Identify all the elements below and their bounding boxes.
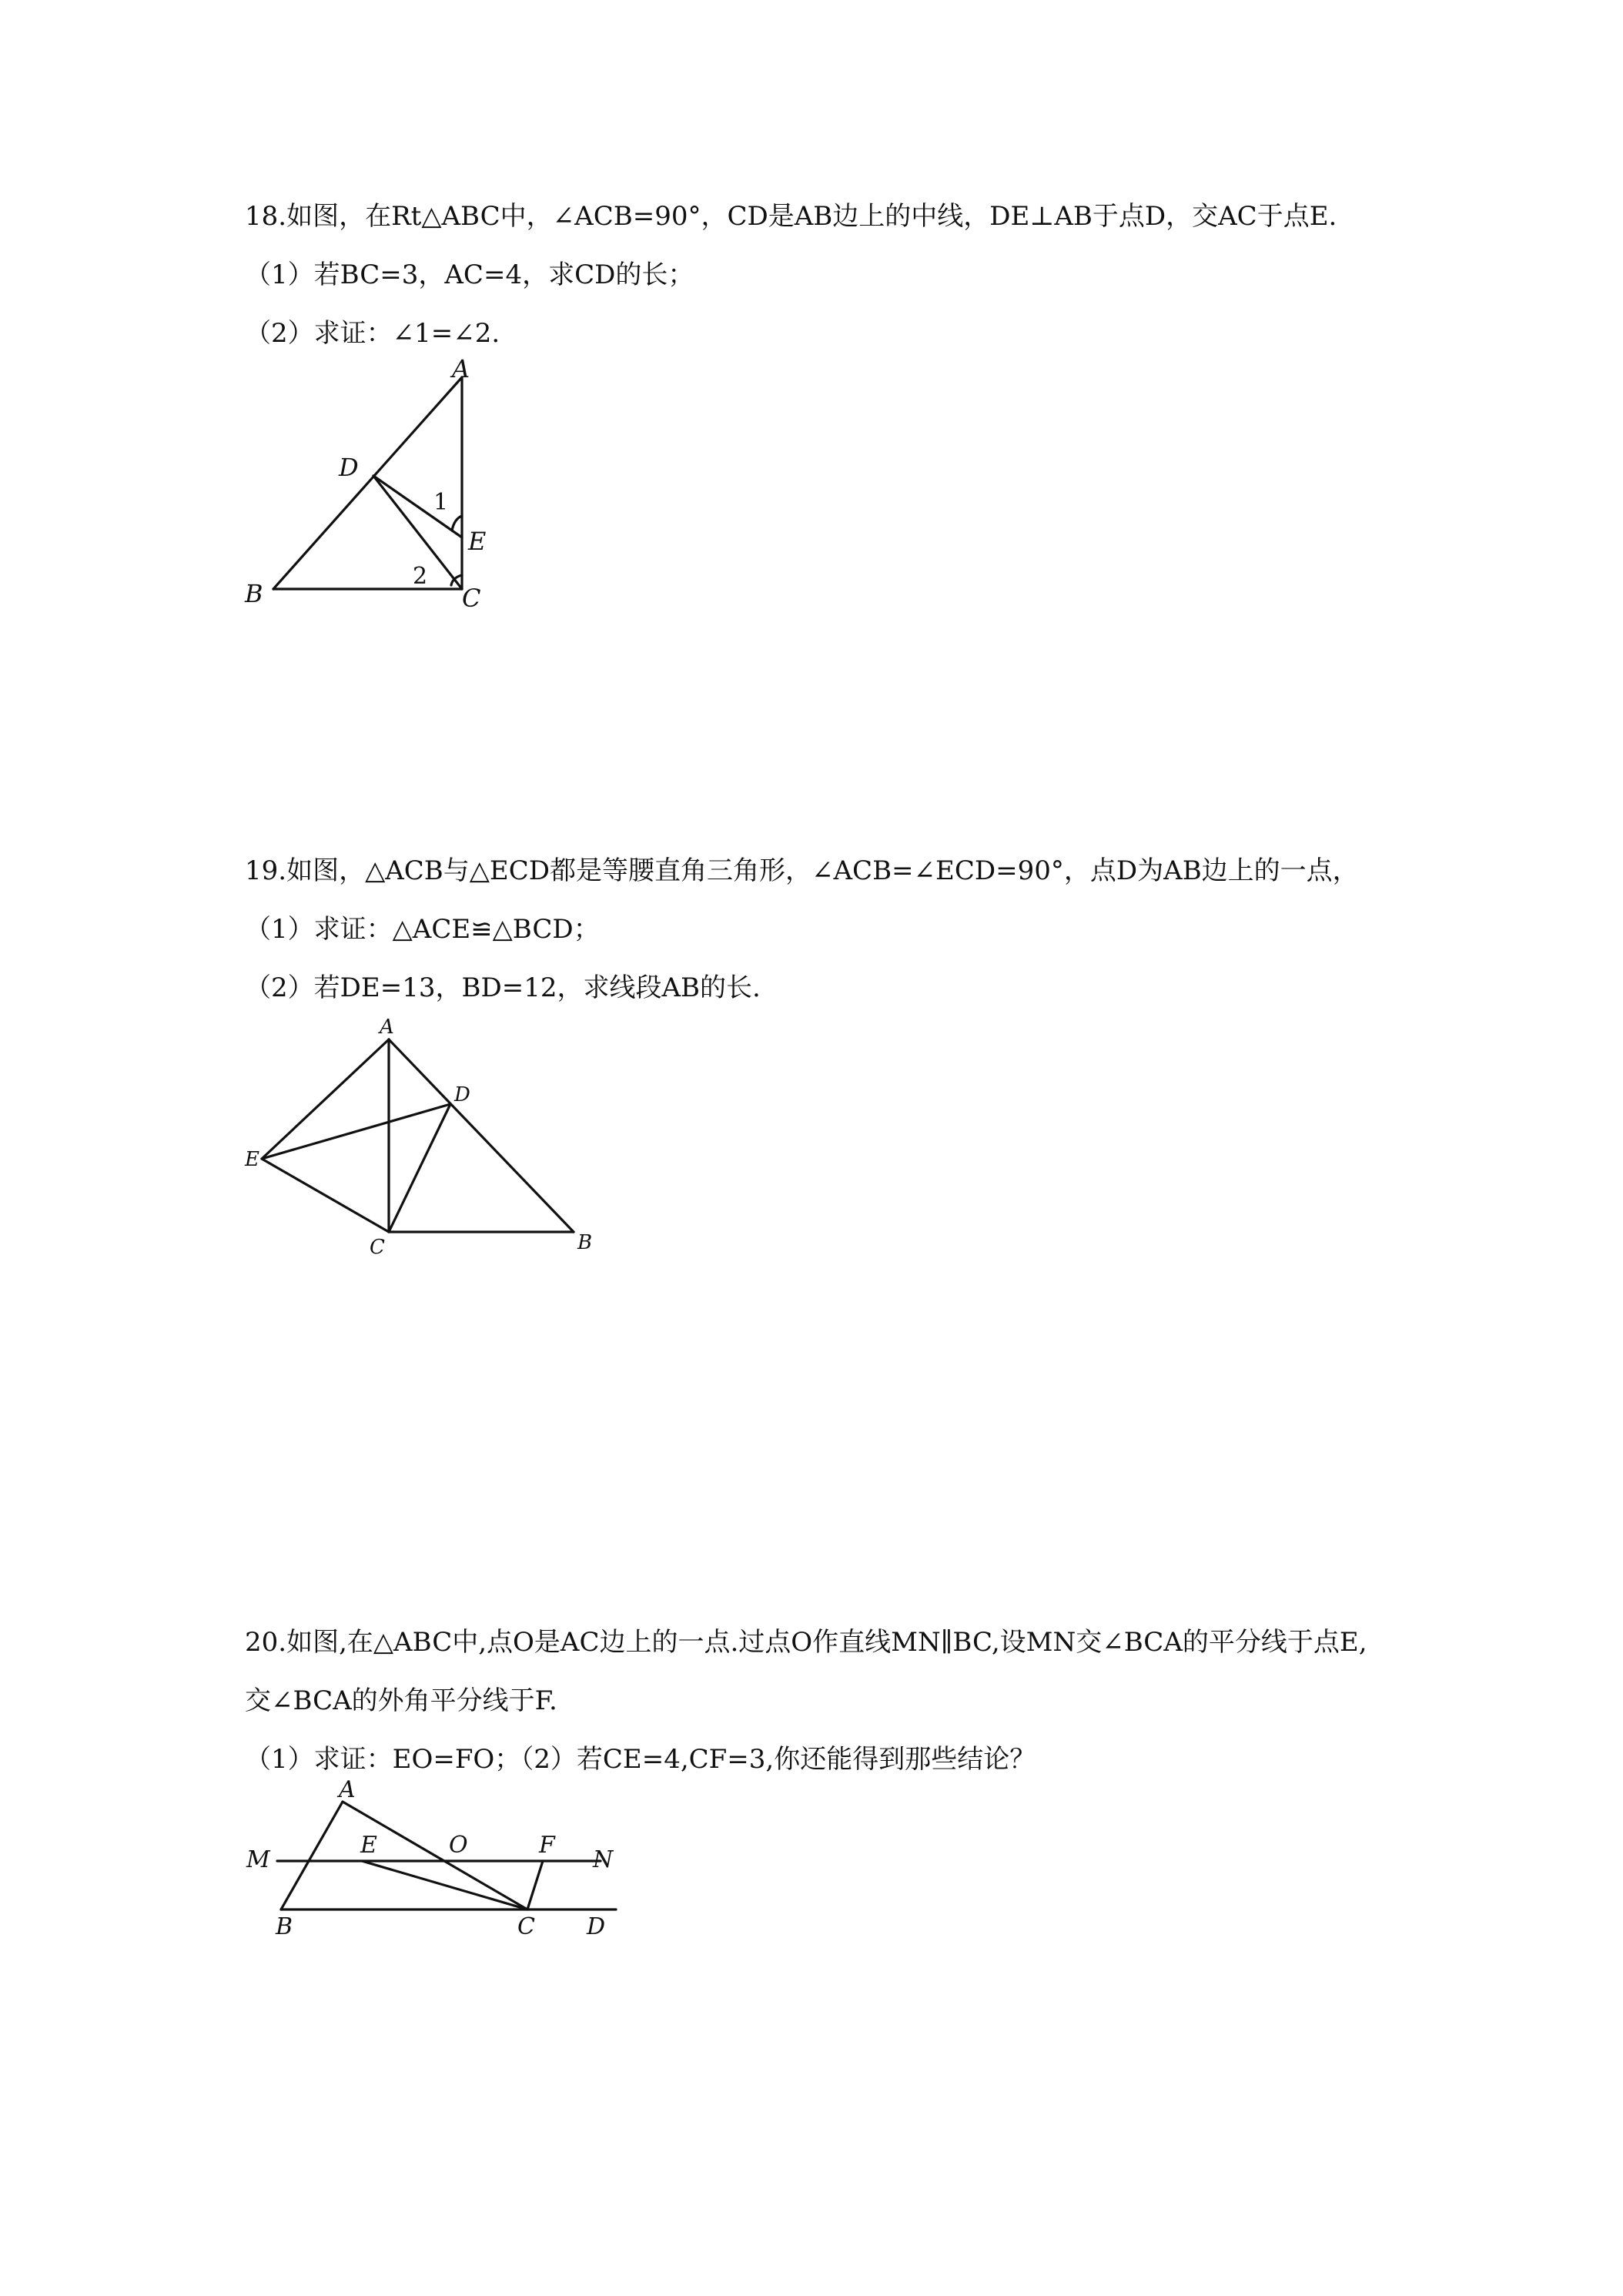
q18-stem: 18.如图，在Rt△ABC中，∠ACB=90°，CD是AB边上的中线，DE⊥AB于点D，交AC于点E. — [245, 201, 1337, 232]
label-b: B — [577, 1231, 593, 1254]
q19-figure — [231, 1009, 608, 1263]
label-a: A — [452, 354, 470, 383]
segment-ab — [281, 1802, 343, 1909]
segment-cf — [527, 1861, 543, 1909]
label-d: D — [454, 1083, 470, 1106]
segment-ab — [389, 1039, 574, 1232]
label-a: A — [339, 1776, 356, 1803]
segment-ec — [262, 1159, 389, 1232]
label-n: N — [593, 1846, 614, 1873]
label-d: D — [587, 1913, 606, 1940]
q20-stem-line2: 交∠BCA的外角平分线于F. — [245, 1685, 557, 1716]
q19-part1: （1）求证：△ACE≌△BCD； — [245, 914, 600, 945]
label-c: C — [462, 584, 481, 613]
segment-cd — [389, 1104, 450, 1232]
label-b: B — [245, 579, 263, 608]
q19-stem: 19.如图，△ACB与△ECD都是等腰直角三角形，∠ACB=∠ECD=90°，点D为AB边上的一点， — [245, 855, 1359, 886]
q20-parts: （1）求证：EO=FO；（2）若CE=4,CF=3,你还能得到那些结论？ — [245, 1744, 1036, 1775]
label-c: C — [517, 1913, 535, 1940]
label-c: C — [370, 1236, 385, 1259]
label-angle-2: 2 — [413, 563, 428, 590]
q18-part1: （1）若BC=3，AC=4，求CD的长； — [245, 259, 694, 290]
q20-stem-line1: 20.如图,在△ABC中,点O是AC边上的一点.过点O作直线MN∥BC,设MN交∠BCA的平分线于点E, — [245, 1627, 1367, 1658]
label-m: M — [246, 1846, 270, 1873]
label-e: E — [360, 1832, 377, 1859]
label-f: F — [539, 1832, 555, 1859]
label-o: O — [449, 1832, 468, 1859]
q19-part2: （2）若DE=13，BD=12，求线段AB的长. — [245, 972, 761, 1003]
segment-de — [373, 476, 462, 537]
label-angle-1: 1 — [433, 489, 449, 516]
q18-figure — [231, 354, 516, 616]
q18-part2: （2）求证：∠1=∠2. — [245, 318, 500, 349]
label-b: B — [276, 1913, 293, 1940]
segment-ab — [273, 377, 462, 589]
q20-figure — [231, 1771, 631, 1940]
segment-ec — [362, 1861, 527, 1909]
label-a: A — [380, 1016, 394, 1039]
label-d: D — [339, 453, 359, 482]
angle-1-arc — [452, 516, 462, 530]
label-e: E — [245, 1148, 259, 1171]
label-e: E — [468, 527, 487, 556]
